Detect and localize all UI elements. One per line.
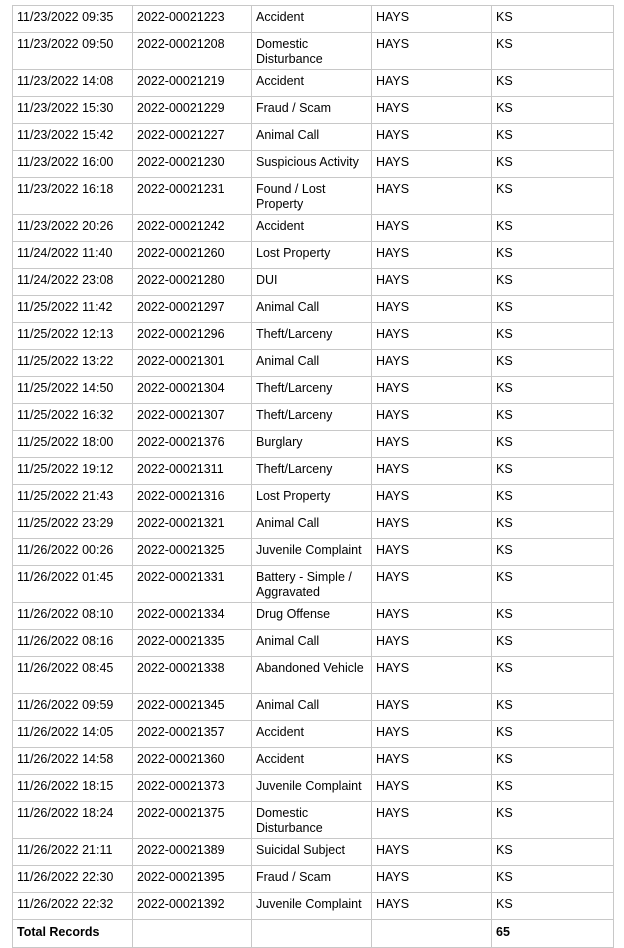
incident-type-cell: Battery - Simple / Aggravated — [252, 566, 372, 603]
city-cell: HAYS — [372, 721, 492, 748]
datetime-cell: 11/23/2022 09:50 — [13, 33, 133, 70]
table-row — [13, 431, 614, 458]
state-cell: KS — [492, 404, 614, 431]
incident-type-cell: Juvenile Complaint — [252, 893, 372, 920]
incident-type-cell: Accident — [252, 6, 372, 33]
incident-type-cell: Animal Call — [252, 296, 372, 323]
table-row — [13, 485, 614, 512]
case-number-cell: 2022-00021223 — [133, 6, 252, 33]
table-row — [13, 404, 614, 431]
datetime-cell: 11/26/2022 01:45 — [13, 566, 133, 603]
incident-type-cell: Accident — [252, 70, 372, 97]
table-row — [13, 512, 614, 539]
incident-type-cell: Domestic Disturbance — [252, 33, 372, 70]
incident-type-cell: Theft/Larceny — [252, 377, 372, 404]
case-number-cell: 2022-00021321 — [133, 512, 252, 539]
incident-type-cell: Juvenile Complaint — [252, 775, 372, 802]
incident-type-cell: Animal Call — [252, 694, 372, 721]
state-cell: KS — [492, 458, 614, 485]
city-cell: HAYS — [372, 124, 492, 151]
incident-type-cell: Burglary — [252, 431, 372, 458]
datetime-cell: 11/26/2022 21:11 — [13, 839, 133, 866]
city-cell: HAYS — [372, 748, 492, 775]
datetime-cell: 11/24/2022 23:08 — [13, 269, 133, 296]
case-number-cell: 2022-00021375 — [133, 802, 252, 839]
incident-type-cell: Suspicious Activity — [252, 151, 372, 178]
incident-type-cell: Suicidal Subject — [252, 839, 372, 866]
table-row — [13, 839, 614, 866]
incident-type-cell: Fraud / Scam — [252, 866, 372, 893]
case-number-cell: 2022-00021360 — [133, 748, 252, 775]
state-cell: KS — [492, 296, 614, 323]
case-number-cell: 2022-00021392 — [133, 893, 252, 920]
city-cell: HAYS — [372, 296, 492, 323]
datetime-cell: 11/26/2022 14:58 — [13, 748, 133, 775]
datetime-cell: 11/25/2022 14:50 — [13, 377, 133, 404]
incident-type-cell: Accident — [252, 748, 372, 775]
table-row — [13, 242, 614, 269]
city-cell: HAYS — [372, 802, 492, 839]
table-row — [13, 215, 614, 242]
case-number-cell: 2022-00021376 — [133, 431, 252, 458]
total-row — [13, 920, 614, 948]
incident-log-table — [12, 5, 614, 948]
city-cell: HAYS — [372, 6, 492, 33]
state-cell: KS — [492, 242, 614, 269]
total-empty-cell — [372, 920, 492, 948]
table-row — [13, 269, 614, 296]
state-cell: KS — [492, 893, 614, 920]
table-row — [13, 296, 614, 323]
incident-type-cell: Animal Call — [252, 630, 372, 657]
total-empty-cell — [133, 920, 252, 948]
state-cell: KS — [492, 323, 614, 350]
city-cell: HAYS — [372, 657, 492, 694]
city-cell: HAYS — [372, 151, 492, 178]
datetime-cell: 11/24/2022 11:40 — [13, 242, 133, 269]
city-cell: HAYS — [372, 539, 492, 566]
case-number-cell: 2022-00021208 — [133, 33, 252, 70]
case-number-cell: 2022-00021338 — [133, 657, 252, 694]
incident-type-cell: Animal Call — [252, 124, 372, 151]
city-cell: HAYS — [372, 485, 492, 512]
state-cell: KS — [492, 694, 614, 721]
state-cell: KS — [492, 431, 614, 458]
city-cell: HAYS — [372, 512, 492, 539]
table-row — [13, 694, 614, 721]
case-number-cell: 2022-00021335 — [133, 630, 252, 657]
datetime-cell: 11/23/2022 14:08 — [13, 70, 133, 97]
table-row — [13, 539, 614, 566]
datetime-cell: 11/23/2022 09:35 — [13, 6, 133, 33]
incident-type-cell: Abandoned Vehicle — [252, 657, 372, 694]
datetime-cell: 11/26/2022 09:59 — [13, 694, 133, 721]
table-row — [13, 603, 614, 630]
total-value: 65 — [492, 920, 614, 948]
table-row — [13, 124, 614, 151]
state-cell: KS — [492, 215, 614, 242]
state-cell: KS — [492, 866, 614, 893]
table-row — [13, 802, 614, 839]
datetime-cell: 11/25/2022 13:22 — [13, 350, 133, 377]
table-row — [13, 350, 614, 377]
table-row — [13, 33, 614, 70]
city-cell: HAYS — [372, 839, 492, 866]
incident-type-cell: Theft/Larceny — [252, 458, 372, 485]
case-number-cell: 2022-00021316 — [133, 485, 252, 512]
state-cell: KS — [492, 70, 614, 97]
datetime-cell: 11/26/2022 00:26 — [13, 539, 133, 566]
datetime-cell: 11/26/2022 08:10 — [13, 603, 133, 630]
table-row — [13, 97, 614, 124]
table-row — [13, 458, 614, 485]
city-cell: HAYS — [372, 566, 492, 603]
city-cell: HAYS — [372, 350, 492, 377]
datetime-cell: 11/26/2022 18:15 — [13, 775, 133, 802]
table-row — [13, 6, 614, 33]
state-cell: KS — [492, 775, 614, 802]
city-cell: HAYS — [372, 866, 492, 893]
table-row — [13, 893, 614, 920]
state-cell: KS — [492, 603, 614, 630]
incident-type-cell: Animal Call — [252, 512, 372, 539]
city-cell: HAYS — [372, 269, 492, 296]
case-number-cell: 2022-00021304 — [133, 377, 252, 404]
case-number-cell: 2022-00021345 — [133, 694, 252, 721]
case-number-cell: 2022-00021260 — [133, 242, 252, 269]
case-number-cell: 2022-00021395 — [133, 866, 252, 893]
table-row — [13, 657, 614, 694]
incident-type-cell: Fraud / Scam — [252, 97, 372, 124]
case-number-cell: 2022-00021297 — [133, 296, 252, 323]
case-number-cell: 2022-00021280 — [133, 269, 252, 296]
table-row — [13, 630, 614, 657]
datetime-cell: 11/25/2022 23:29 — [13, 512, 133, 539]
state-cell: KS — [492, 124, 614, 151]
state-cell: KS — [492, 721, 614, 748]
datetime-cell: 11/25/2022 11:42 — [13, 296, 133, 323]
state-cell: KS — [492, 512, 614, 539]
total-label: Total Records — [13, 920, 133, 948]
incident-type-cell: Accident — [252, 215, 372, 242]
city-cell: HAYS — [372, 242, 492, 269]
case-number-cell: 2022-00021227 — [133, 124, 252, 151]
datetime-cell: 11/25/2022 16:32 — [13, 404, 133, 431]
state-cell: KS — [492, 33, 614, 70]
table-row — [13, 151, 614, 178]
table-row — [13, 775, 614, 802]
incident-type-cell: DUI — [252, 269, 372, 296]
table-row — [13, 748, 614, 775]
datetime-cell: 11/26/2022 08:16 — [13, 630, 133, 657]
state-cell: KS — [492, 539, 614, 566]
state-cell: KS — [492, 485, 614, 512]
incident-type-cell: Lost Property — [252, 242, 372, 269]
state-cell: KS — [492, 6, 614, 33]
incident-type-cell: Animal Call — [252, 350, 372, 377]
datetime-cell: 11/26/2022 08:45 — [13, 657, 133, 694]
datetime-cell: 11/23/2022 15:42 — [13, 124, 133, 151]
incident-type-cell: Found / Lost Property — [252, 178, 372, 215]
case-number-cell: 2022-00021219 — [133, 70, 252, 97]
city-cell: HAYS — [372, 404, 492, 431]
case-number-cell: 2022-00021301 — [133, 350, 252, 377]
incident-type-cell: Drug Offense — [252, 603, 372, 630]
state-cell: KS — [492, 377, 614, 404]
state-cell: KS — [492, 802, 614, 839]
datetime-cell: 11/23/2022 16:18 — [13, 178, 133, 215]
table-row — [13, 566, 614, 603]
datetime-cell: 11/26/2022 22:32 — [13, 893, 133, 920]
city-cell: HAYS — [372, 630, 492, 657]
table-row — [13, 866, 614, 893]
city-cell: HAYS — [372, 33, 492, 70]
city-cell: HAYS — [372, 215, 492, 242]
state-cell: KS — [492, 630, 614, 657]
case-number-cell: 2022-00021373 — [133, 775, 252, 802]
table-row — [13, 178, 614, 215]
state-cell: KS — [492, 178, 614, 215]
case-number-cell: 2022-00021242 — [133, 215, 252, 242]
state-cell: KS — [492, 566, 614, 603]
case-number-cell: 2022-00021231 — [133, 178, 252, 215]
state-cell: KS — [492, 748, 614, 775]
incident-type-cell: Theft/Larceny — [252, 404, 372, 431]
city-cell: HAYS — [372, 775, 492, 802]
incident-type-cell: Accident — [252, 721, 372, 748]
city-cell: HAYS — [372, 431, 492, 458]
datetime-cell: 11/26/2022 18:24 — [13, 802, 133, 839]
table-row — [13, 323, 614, 350]
datetime-cell: 11/25/2022 19:12 — [13, 458, 133, 485]
case-number-cell: 2022-00021325 — [133, 539, 252, 566]
case-number-cell: 2022-00021229 — [133, 97, 252, 124]
incident-type-cell: Lost Property — [252, 485, 372, 512]
datetime-cell: 11/25/2022 18:00 — [13, 431, 133, 458]
case-number-cell: 2022-00021230 — [133, 151, 252, 178]
datetime-cell: 11/26/2022 22:30 — [13, 866, 133, 893]
case-number-cell: 2022-00021357 — [133, 721, 252, 748]
city-cell: HAYS — [372, 97, 492, 124]
datetime-cell: 11/23/2022 15:30 — [13, 97, 133, 124]
datetime-cell: 11/25/2022 21:43 — [13, 485, 133, 512]
city-cell: HAYS — [372, 603, 492, 630]
city-cell: HAYS — [372, 323, 492, 350]
state-cell: KS — [492, 151, 614, 178]
incident-type-cell: Juvenile Complaint — [252, 539, 372, 566]
state-cell: KS — [492, 350, 614, 377]
city-cell: HAYS — [372, 377, 492, 404]
incident-type-cell: Domestic Disturbance — [252, 802, 372, 839]
datetime-cell: 11/23/2022 20:26 — [13, 215, 133, 242]
case-number-cell: 2022-00021331 — [133, 566, 252, 603]
case-number-cell: 2022-00021311 — [133, 458, 252, 485]
case-number-cell: 2022-00021296 — [133, 323, 252, 350]
datetime-cell: 11/26/2022 14:05 — [13, 721, 133, 748]
case-number-cell: 2022-00021334 — [133, 603, 252, 630]
case-number-cell: 2022-00021307 — [133, 404, 252, 431]
incident-log-body — [13, 6, 614, 948]
incident-type-cell: Theft/Larceny — [252, 323, 372, 350]
table-row — [13, 70, 614, 97]
case-number-cell: 2022-00021389 — [133, 839, 252, 866]
state-cell: KS — [492, 269, 614, 296]
city-cell: HAYS — [372, 178, 492, 215]
city-cell: HAYS — [372, 893, 492, 920]
datetime-cell: 11/25/2022 12:13 — [13, 323, 133, 350]
state-cell: KS — [492, 657, 614, 694]
city-cell: HAYS — [372, 694, 492, 721]
city-cell: HAYS — [372, 70, 492, 97]
city-cell: HAYS — [372, 458, 492, 485]
datetime-cell: 11/23/2022 16:00 — [13, 151, 133, 178]
table-row — [13, 721, 614, 748]
state-cell: KS — [492, 97, 614, 124]
table-row — [13, 377, 614, 404]
state-cell: KS — [492, 839, 614, 866]
total-empty-cell — [252, 920, 372, 948]
